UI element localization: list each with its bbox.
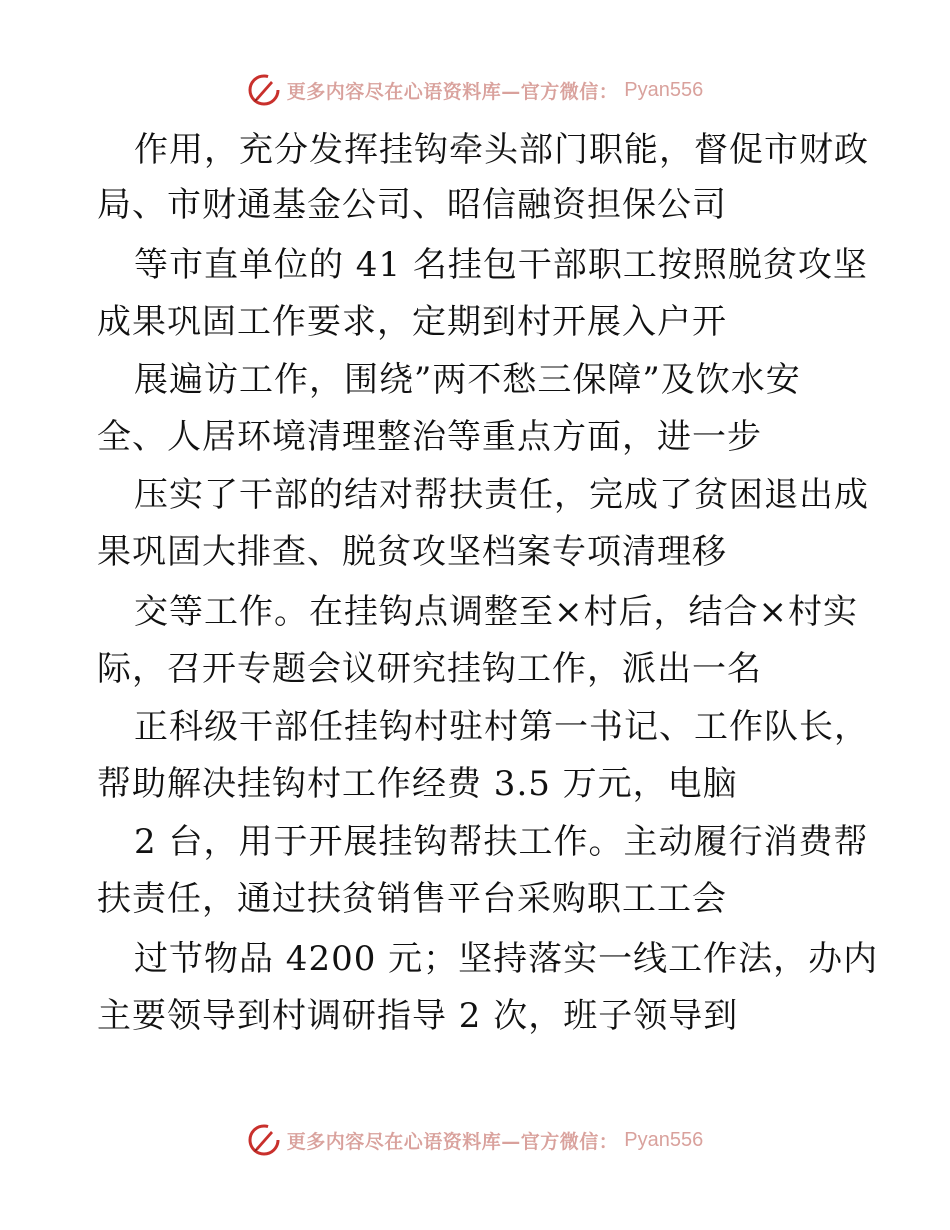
quill-pen-logo-icon [247,73,281,107]
watermark-wechat-handle: Pyan556 [624,78,704,101]
paragraph-7-line-1: 2 台，用于开展挂钩帮扶工作。主动履行消费帮 [134,822,869,862]
paragraph-6-line-2: 帮助解决挂钩村工作经费 3.5 万元，电脑 [97,764,738,804]
paragraph-4-line-1: 压实了干部的结对帮扶责任，完成了贫困退出成 [134,475,869,515]
watermark-text: 更多内容尽在心语资料库—官方微信： [286,1130,619,1153]
paragraph-4-line-2: 果巩固大排查、脱贫攻坚档案专项清理移 [97,532,727,572]
paragraph-8-line-2: 主要领导到村调研指导 2 次，班子领导到 [97,996,739,1036]
watermark-wechat-handle: Pyan556 [624,1128,704,1151]
paragraph-7-line-2: 扶责任，通过扶贫销售平台采购职工工会 [97,879,727,919]
paragraph-8-line-1: 过节物品 4200 元；坚持落实一线工作法，办内 [134,939,879,979]
watermark-text: 更多内容尽在心语资料库—官方微信： [286,80,619,103]
paragraph-3-line-1: 展遍访工作，围绕”两不愁三保障”及饮水安 [134,360,801,400]
paragraph-5-line-1: 交等工作。在挂钩点调整至×村后，结合×村实 [134,592,858,632]
paragraph-3-line-2: 全、人居环境清理整治等重点方面，进一步 [97,417,762,457]
paragraph-5-line-2: 际，召开专题会议研究挂钩工作，派出一名 [97,649,762,689]
paragraph-1-line-1: 作用，充分发挥挂钩牵头部门职能，督促市财政 [134,130,869,170]
footer-watermark [0,1122,950,1158]
paragraph-2-line-1: 等市直单位的 41 名挂包干部职工按照脱贫攻坚 [134,245,868,285]
paragraph-1-line-2: 局、市财通基金公司、昭信融资担保公司 [97,185,727,225]
paragraph-6-line-1: 正科级干部任挂钩村驻村第一书记、工作队长， [134,707,869,747]
paragraph-2-line-2: 成果巩固工作要求，定期到村开展入户开 [97,302,727,342]
quill-pen-logo-icon [247,1123,281,1157]
header-watermark [0,72,950,108]
